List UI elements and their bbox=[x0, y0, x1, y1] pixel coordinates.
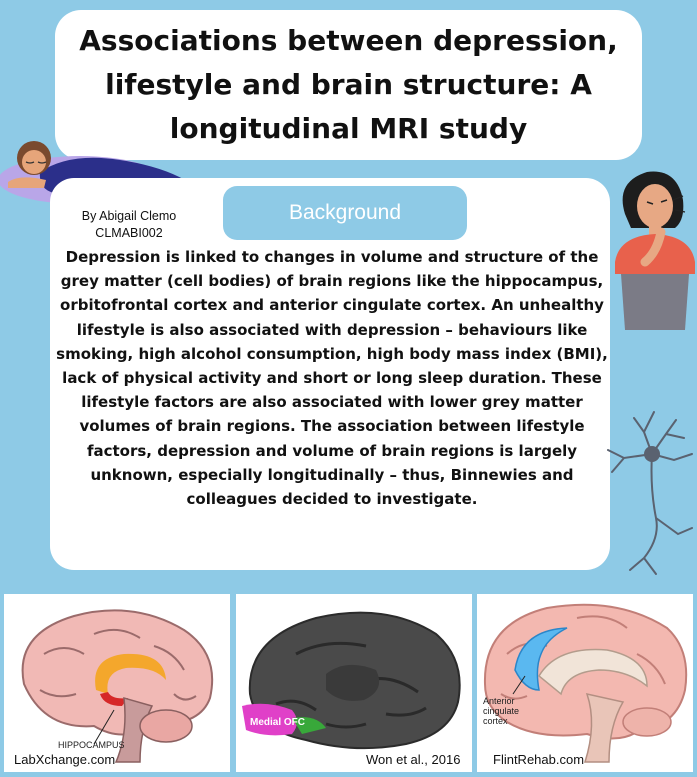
medial-ofc-label: Medial OFC bbox=[250, 717, 306, 728]
anterior-cingulate-label bbox=[483, 696, 519, 726]
author-id: CLMABI002 bbox=[95, 226, 163, 240]
figure-medial-ofc bbox=[236, 594, 472, 772]
page-title: Associations between depression, lifestyle and brain structure: A longitudinal MRI study bbox=[79, 24, 618, 145]
figure-anterior-cingulate bbox=[477, 594, 693, 772]
figure-hippocampus bbox=[4, 594, 230, 772]
neuron-illustration bbox=[604, 398, 697, 576]
background-paragraph: Depression is linked to changes in volume and structure of the grey matter (cell bodies) of brain regions like the hippocampus, orbitofrontal cortex and anterior cingulate cortex. An unhealthy lifestyle is also associated with depression – behaviours like smoking, high alcohol consumption, high body mass index (BMI), lack of physical activity and short or long sleep duration. These lifestyle factors are also associated with lower grey matter volumes of brain regions. The association between lifestyle factors, depression and volume of brain regions is largely unknown, especially longitudinally – thus, Binnewies and colleagues decided to investigate. bbox=[56, 248, 608, 509]
figure-credit-labxchange: LabXchange.com bbox=[14, 752, 116, 767]
medial-ofc-brain-image bbox=[236, 594, 472, 772]
figure-credit-won: Won et al., 2016 bbox=[366, 752, 461, 767]
anterior-cingulate-label-line: Anterior bbox=[483, 696, 515, 706]
anterior-cingulate-label-line: cingulate bbox=[483, 706, 520, 716]
anterior-cingulate-brain-image bbox=[477, 594, 693, 772]
anterior-cingulate-label-line: cortex bbox=[483, 716, 508, 726]
section-heading: Background bbox=[223, 186, 467, 240]
author-name: By Abigail Clemo bbox=[81, 209, 177, 223]
thinking-woman-illustration bbox=[605, 162, 697, 332]
anterior-cingulate-label-text bbox=[483, 696, 519, 726]
figure-credit-flintrehab: FlintRehab.com bbox=[493, 752, 585, 767]
author-info bbox=[64, 208, 194, 242]
hippocampus-label: HIPPOCAMPUS bbox=[58, 740, 125, 750]
